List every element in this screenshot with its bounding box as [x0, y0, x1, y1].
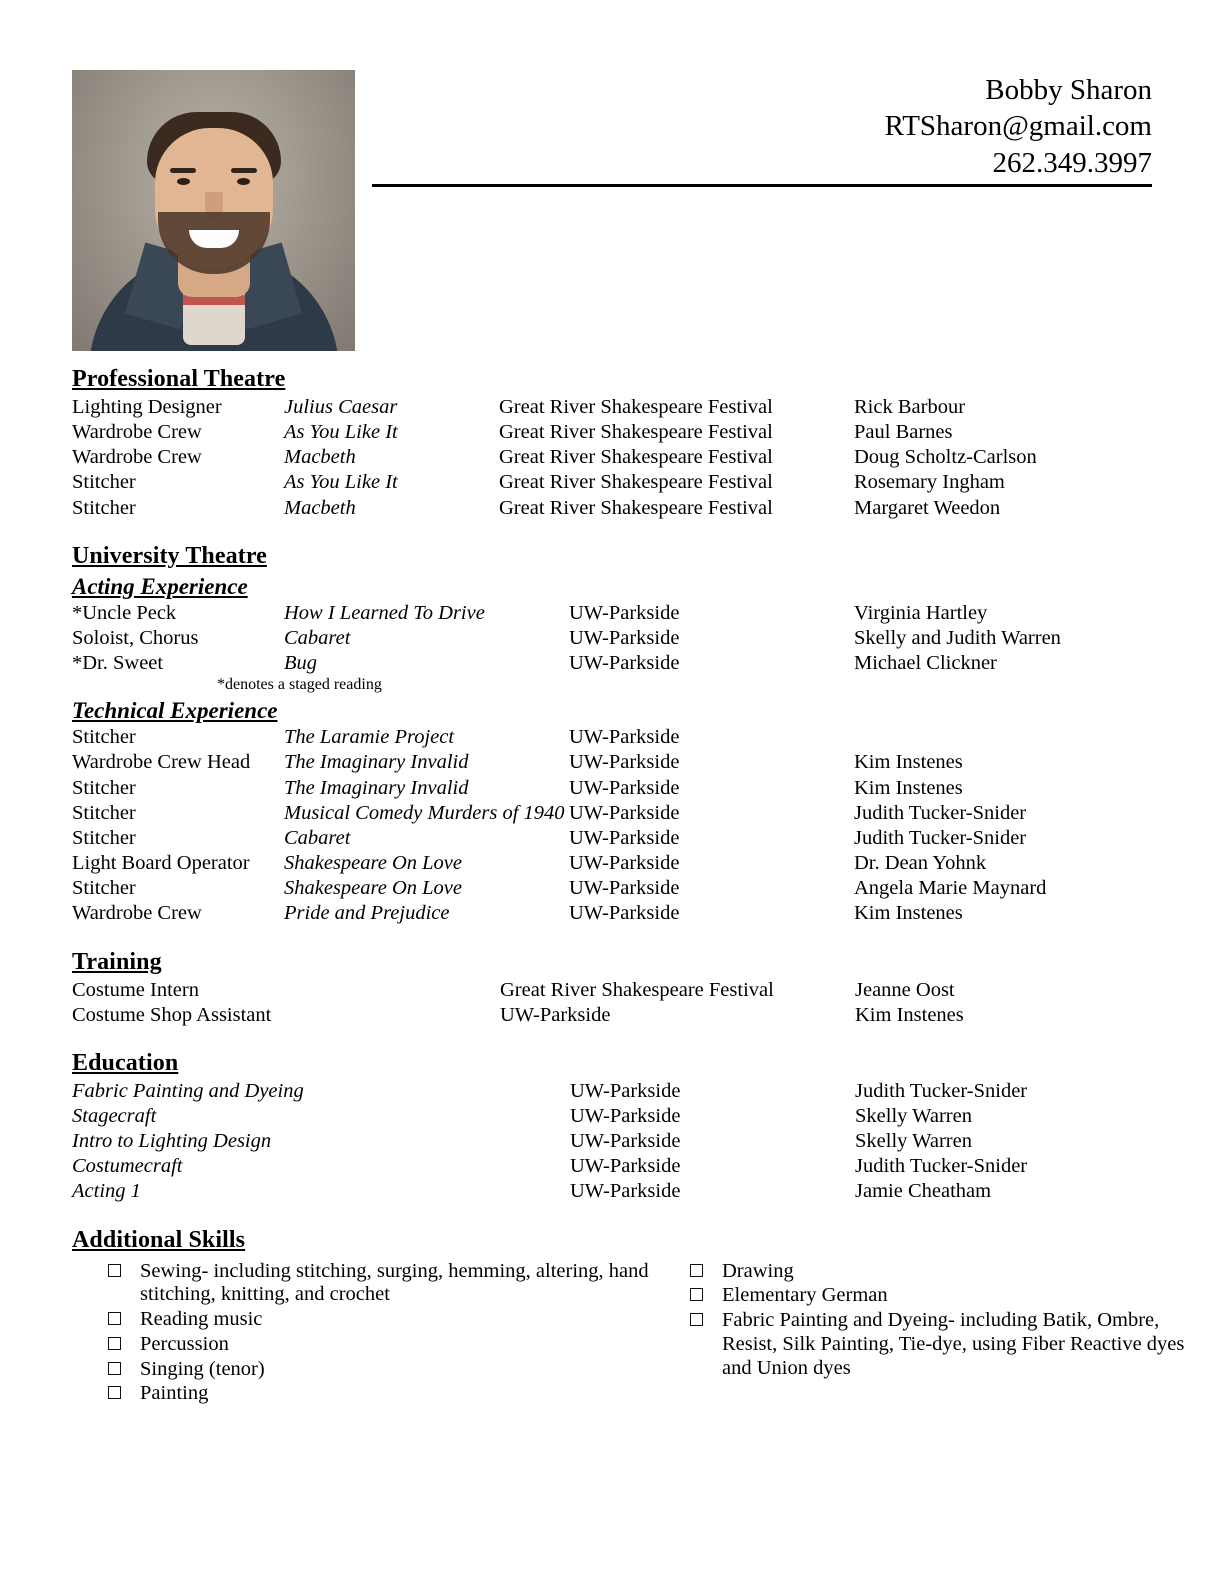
row-show: How I Learned To Drive	[284, 601, 485, 624]
contact-block	[885, 72, 1152, 181]
checkbox-icon	[690, 1264, 703, 1277]
row-role: Costume Intern	[72, 978, 199, 1001]
row-venue: UW-Parkside	[569, 726, 680, 749]
subsection-title-technical: Technical Experience	[72, 698, 278, 724]
row-venue: UW-Parkside	[500, 1003, 611, 1026]
row-show: Cabaret	[284, 826, 351, 849]
list-item	[72, 1358, 680, 1382]
row-show: Musical Comedy Murders of 1940	[284, 801, 565, 824]
row-course: Intro to Lighting Design	[72, 1130, 272, 1153]
row-person: Virginia Hartley	[854, 601, 988, 624]
row-person: Kim Instenes	[855, 1003, 964, 1026]
section-title: Additional Skills	[72, 1226, 246, 1253]
row-person: Kim Instenes	[854, 776, 963, 799]
table-row	[72, 601, 1152, 626]
row-venue: UW-Parkside	[569, 852, 680, 875]
skill-text: Reading music	[140, 1308, 263, 1331]
row-role: Lighting Designer	[72, 396, 222, 418]
section-title: Education	[72, 1049, 179, 1076]
row-person: Jeanne Oost	[855, 978, 955, 1001]
row-show: As You Like It	[284, 421, 398, 444]
row-person: Angela Marie Maynard	[854, 877, 1047, 900]
row-venue: Great River Shakespeare Festival	[499, 471, 773, 494]
checkbox-icon	[108, 1362, 121, 1375]
row-role: Wardrobe Crew	[72, 421, 202, 444]
list-item	[680, 1260, 1200, 1284]
table-row	[72, 776, 1152, 801]
row-person: Jamie Cheatham	[855, 1180, 992, 1203]
row-show: The Imaginary Invalid	[284, 751, 469, 774]
row-person: Doug Scholtz-Carlson	[854, 446, 1037, 469]
professional-theatre-table	[72, 395, 1152, 521]
skill-text: Sewing- including stitching, surging, hemming, altering, hand stitching, knitting, and crochet	[140, 1259, 649, 1306]
headshot-photo	[72, 70, 355, 351]
row-show: Shakespeare On Love	[284, 877, 462, 900]
table-row	[72, 750, 1152, 775]
table-row	[72, 1104, 1152, 1129]
section-education	[72, 1050, 1152, 1205]
row-show: Shakespeare On Love	[284, 852, 462, 875]
row-role: Stitcher	[72, 471, 136, 494]
row-show: The Laramie Project	[284, 726, 455, 749]
row-person: Dr. Dean Yohnk	[854, 852, 987, 875]
skill-text: Fabric Painting and Dyeing- including Batik, Ombre, Resist, Silk Painting, Tie-dye, using Fiber Reactive dyes and Union dyes	[722, 1309, 1185, 1379]
row-venue: Great River Shakespeare Festival	[499, 446, 773, 469]
table-row	[72, 395, 1152, 420]
row-role: Stitcher	[72, 726, 136, 749]
row-show: Bug	[284, 652, 318, 675]
skills-column-right	[680, 1260, 1200, 1408]
education-table	[72, 1079, 1152, 1205]
skill-text: Drawing	[722, 1259, 794, 1282]
row-role: Stitcher	[72, 801, 136, 824]
skill-text: Singing (tenor)	[140, 1357, 265, 1380]
list-item	[72, 1260, 680, 1308]
resume-header	[72, 60, 1152, 360]
list-item	[680, 1284, 1200, 1308]
table-row	[72, 851, 1152, 876]
row-course: Fabric Painting and Dyeing	[72, 1079, 304, 1102]
table-row	[72, 901, 1152, 926]
skill-text: Percussion	[140, 1332, 229, 1355]
table-row	[72, 826, 1152, 851]
list-item	[72, 1333, 680, 1357]
list-item	[680, 1309, 1200, 1380]
row-show: Pride and Prejudice	[284, 902, 450, 925]
row-course: Costumecraft	[72, 1155, 183, 1178]
table-row	[72, 1179, 1152, 1204]
row-show: Julius Caesar	[284, 396, 398, 418]
row-venue: Great River Shakespeare Festival	[499, 421, 773, 444]
row-show: Cabaret	[284, 626, 351, 649]
row-person: Paul Barnes	[854, 421, 953, 444]
row-person: Skelly Warren	[855, 1130, 972, 1153]
table-row	[72, 1003, 1152, 1028]
row-person: Judith Tucker-Snider	[854, 801, 1027, 824]
row-person: Rick Barbour	[854, 396, 966, 418]
table-row	[72, 1129, 1152, 1154]
list-item	[72, 1382, 680, 1406]
row-role: Stitcher	[72, 826, 136, 849]
row-person: Kim Instenes	[854, 751, 963, 774]
table-row	[72, 651, 1152, 676]
checkbox-icon	[108, 1386, 121, 1399]
row-person: Michael Clickner	[854, 652, 997, 675]
row-role: Wardrobe Crew	[72, 902, 202, 925]
row-course: Acting 1	[72, 1180, 141, 1203]
staged-reading-note: *denotes a staged reading	[217, 676, 382, 694]
technical-experience-table	[72, 725, 1152, 926]
row-venue: UW-Parkside	[570, 1130, 681, 1153]
header-divider	[372, 184, 1152, 187]
section-university-theatre	[72, 543, 1152, 927]
row-venue: UW-Parkside	[570, 1104, 681, 1127]
row-person	[854, 725, 1152, 750]
row-course: Stagecraft	[72, 1104, 157, 1127]
section-professional-theatre	[72, 366, 1152, 521]
row-role: Stitcher	[72, 496, 136, 519]
section-title: University Theatre	[72, 542, 267, 569]
skill-text: Elementary German	[722, 1284, 888, 1307]
checkbox-icon	[108, 1312, 121, 1325]
row-person: Judith Tucker-Snider	[855, 1079, 1028, 1102]
row-role: Costume Shop Assistant	[72, 1003, 272, 1026]
table-row	[72, 801, 1152, 826]
table-row	[72, 1154, 1152, 1179]
row-show: As You Like It	[284, 471, 398, 494]
row-venue: UW-Parkside	[569, 776, 680, 799]
table-row	[72, 876, 1152, 901]
row-venue: UW-Parkside	[569, 626, 680, 649]
row-role: *Dr. Sweet	[72, 652, 164, 675]
training-table	[72, 978, 1152, 1028]
row-role: Soloist, Chorus	[72, 626, 199, 649]
section-training	[72, 949, 1152, 1028]
checkbox-icon	[690, 1288, 703, 1301]
list-item	[72, 1308, 680, 1332]
skills-column-left	[72, 1260, 680, 1408]
row-venue: Great River Shakespeare Festival	[500, 978, 774, 1001]
row-person: Rosemary Ingham	[854, 471, 1005, 494]
skill-text: Painting	[140, 1382, 209, 1405]
row-person: Judith Tucker-Snider	[854, 826, 1027, 849]
candidate-name: Bobby Sharon	[985, 74, 1152, 106]
table-row	[72, 445, 1152, 470]
table-row	[72, 420, 1152, 445]
row-role: Wardrobe Crew	[72, 446, 202, 469]
row-person: Margaret Weedon	[854, 496, 1001, 519]
table-row	[72, 626, 1152, 651]
row-venue: UW-Parkside	[569, 601, 680, 624]
acting-experience-table	[72, 601, 1152, 676]
row-venue: Great River Shakespeare Festival	[499, 496, 773, 519]
checkbox-icon	[690, 1313, 703, 1326]
row-person: Skelly Warren	[855, 1104, 972, 1127]
row-person: Judith Tucker-Snider	[855, 1155, 1028, 1178]
row-role: Stitcher	[72, 877, 136, 900]
row-venue: UW-Parkside	[569, 652, 680, 675]
table-row	[72, 725, 1152, 750]
row-person: Kim Instenes	[854, 902, 963, 925]
row-role: Wardrobe Crew Head	[72, 751, 251, 774]
row-venue: UW-Parkside	[570, 1155, 681, 1178]
row-venue: UW-Parkside	[569, 801, 680, 824]
section-title: Professional Theatre	[72, 366, 286, 392]
row-venue: UW-Parkside	[570, 1180, 681, 1203]
section-title: Training	[72, 948, 162, 975]
candidate-phone: 262.349.3997	[992, 146, 1152, 179]
row-venue: UW-Parkside	[569, 751, 680, 774]
candidate-email[interactable]: RTSharon@gmail.com	[884, 110, 1152, 143]
row-show: The Imaginary Invalid	[284, 776, 469, 799]
table-row	[72, 978, 1152, 1003]
row-role: Stitcher	[72, 776, 136, 799]
checkbox-icon	[108, 1337, 121, 1350]
row-venue: UW-Parkside	[569, 877, 680, 900]
row-role: Light Board Operator	[72, 852, 250, 875]
checkbox-icon	[108, 1264, 121, 1277]
row-show: Macbeth	[284, 446, 356, 469]
table-row	[72, 470, 1152, 495]
row-person: Skelly and Judith Warren	[854, 626, 1061, 649]
subsection-title-acting: Acting Experience	[72, 573, 248, 599]
row-show: Macbeth	[284, 496, 356, 519]
row-venue: Great River Shakespeare Festival	[499, 396, 773, 418]
row-venue: UW-Parkside	[570, 1079, 681, 1102]
row-venue: UW-Parkside	[569, 902, 680, 925]
row-venue: UW-Parkside	[569, 826, 680, 849]
section-additional-skills	[72, 1226, 1185, 1408]
row-role: *Uncle Peck	[72, 601, 177, 624]
table-row	[72, 1079, 1152, 1104]
table-row	[72, 496, 1152, 521]
